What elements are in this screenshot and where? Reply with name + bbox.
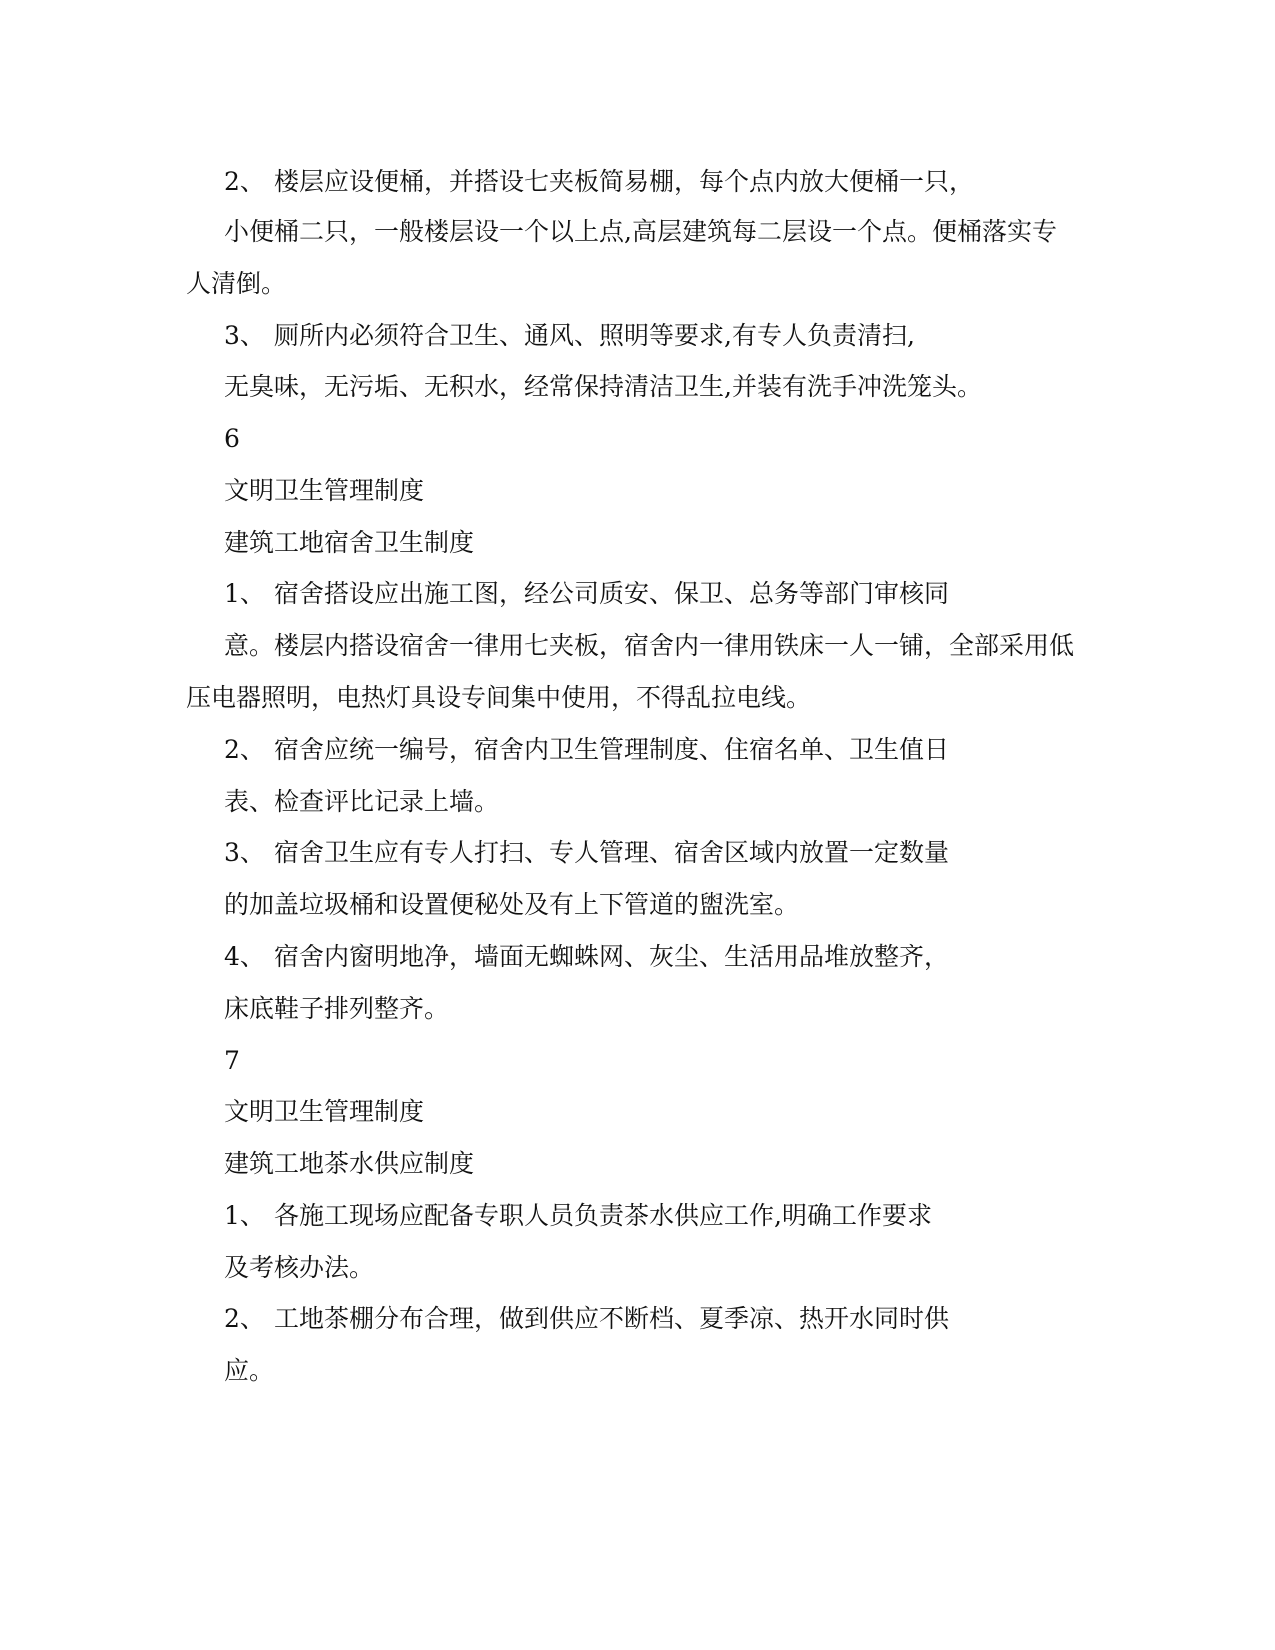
line-text: 应。 (224, 1356, 275, 1385)
list-item (224, 579, 949, 609)
line-text: 文明卫生管理制度 (224, 476, 425, 505)
line-text: 及考核办法。 (224, 1253, 375, 1282)
list-item (224, 167, 974, 197)
paragraph-line (186, 269, 286, 299)
line-text: 建筑工地茶水供应制度 (224, 1149, 475, 1178)
item-text: 宿舍应统一编号，宿舍内卫生管理制度、住宿名单、卫生值日 (274, 735, 950, 764)
item-number: 2、 (224, 735, 265, 764)
item-text: 宿舍搭设应出施工图，经公司质安、保卫、总务等部门审核同 (274, 579, 950, 608)
item-text: 工地茶棚分布合理，做到供应不断档、夏季凉、热开水同时供 (274, 1304, 950, 1333)
line-text: 建筑工地宿舍卫生制度 (224, 528, 475, 557)
item-text: 各施工现场应配备专职人员负责茶水供应工作,明确工作要求 (274, 1201, 932, 1230)
item-text: 宿舍内窗明地净，墙面无蜘蛛网、灰尘、生活用品堆放整齐， (274, 942, 950, 971)
list-item (224, 838, 949, 868)
item-number: 3、 (224, 838, 265, 867)
item-number: 3、 (224, 321, 265, 350)
paragraph-line (186, 683, 811, 713)
list-item (224, 942, 949, 972)
line-text: 人清倒。 (186, 269, 287, 298)
section-title (224, 1097, 424, 1127)
section-title (224, 476, 424, 506)
list-item (224, 1304, 949, 1334)
item-number: 1、 (224, 579, 265, 608)
section-subtitle (224, 528, 474, 558)
paragraph-line (224, 1253, 374, 1283)
section-number (224, 1046, 240, 1076)
item-text: 宿舍卫生应有专人打扫、专人管理、宿舍区域内放置一定数量 (274, 838, 950, 867)
item-number: 2、 (224, 167, 265, 196)
line-text: 无臭味，无污垢、无积水，经常保持清洁卫生,并装有洗手冲洗笼头。 (224, 372, 982, 401)
paragraph-line (224, 372, 982, 402)
section-number (224, 424, 240, 454)
item-number: 1、 (224, 1201, 265, 1230)
item-text: 楼层应设便桶，并搭设七夹板简易棚，每个点内放大便桶一只， (274, 167, 975, 196)
paragraph-line (224, 631, 1074, 661)
item-number: 2、 (224, 1304, 265, 1333)
line-text: 6 (224, 424, 240, 453)
line-text: 意。楼层内搭设宿舍一律用七夹板，宿舍内一律用铁床一人一铺，全部采用低 (224, 631, 1075, 660)
line-text: 表、检查评比记录上墙。 (224, 787, 500, 816)
list-item (224, 735, 949, 765)
item-text: 厕所内必须符合卫生、通风、照明等要求,有专人负责清扫, (274, 321, 915, 350)
list-item (224, 321, 915, 351)
section-subtitle (224, 1149, 474, 1179)
list-item (224, 1201, 932, 1231)
paragraph-line (224, 1356, 274, 1386)
paragraph-line (224, 890, 799, 920)
line-text: 7 (224, 1046, 240, 1075)
line-text: 压电器照明，电热灯具设专间集中使用，不得乱拉电线。 (186, 683, 812, 712)
line-text: 小便桶二只，一般楼层设一个以上点,高层建筑每二层设一个点。便桶落实专 (224, 217, 1057, 246)
line-text: 床底鞋子排列整齐。 (224, 994, 450, 1023)
paragraph-line (224, 787, 499, 817)
paragraph-line (224, 217, 1057, 247)
paragraph-line (224, 994, 449, 1024)
line-text: 文明卫生管理制度 (224, 1097, 425, 1126)
line-text: 的加盖垃圾桶和设置便秘处及有上下管道的盥洗室。 (224, 890, 800, 919)
item-number: 4、 (224, 942, 265, 971)
